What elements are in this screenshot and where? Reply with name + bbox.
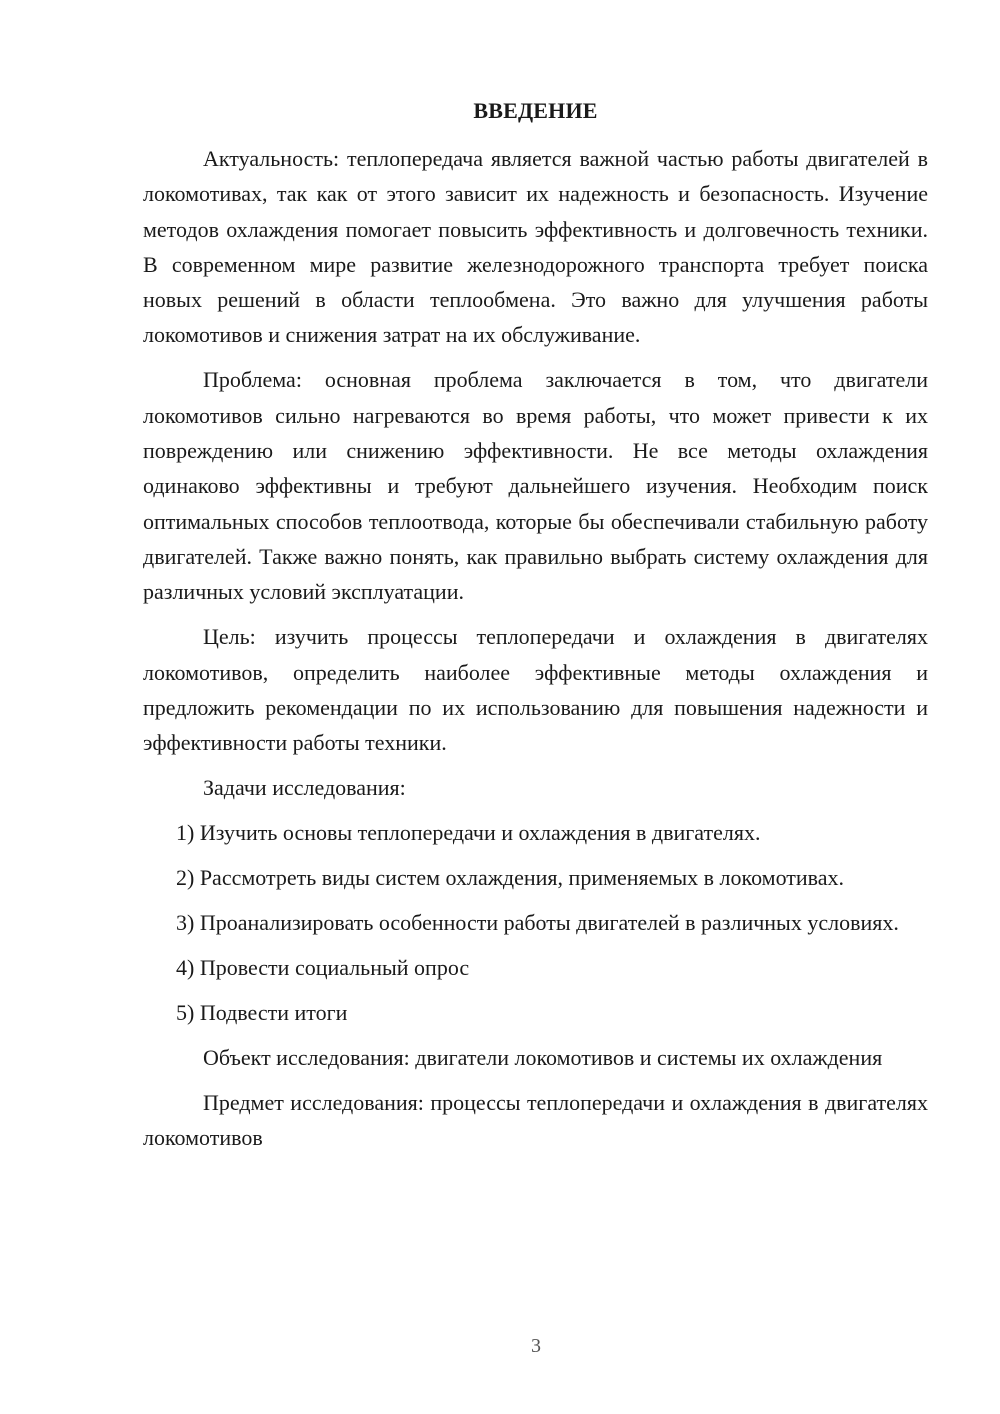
task-item-2: 2) Рассмотреть виды систем охлаждения, применяемых в локомотивах. [176,865,845,891]
task-item-4: 4) Провести социальный опрос [176,955,470,981]
tasks-heading: Задачи исследования: [203,775,406,801]
task-item-5: 5) Подвести итоги [176,1000,348,1026]
document-page [143,94,928,1165]
paragraph-relevance: Актуальность: теплопередача является важной частью работы двигателей в локомотивах, так как от этого зависит их надежность и безопасность. Изучение методов охлаждения помогает повысить эффективность и долговечность техники. В современном мире развитие железнодорожного транспорта требует поиска новых решений в области теплообмена. Это важно для улучшения работы локомотивов и снижения затрат на их обслуживание. [143,146,928,348]
paragraph-problem: Проблема: основная проблема заключается в том, что двигатели локомотивов сильно нагреваются во время работы, что может привести к их повреждению или снижению эффективности. Не все методы охлаждения одинаково эффективны и требуют дальнейшего изучения. Необходим поиск оптимальных способов теплоотвода, которые бы обеспечивали стабильную работу двигателей. Также важно понять, как правильно выбрать систему охлаждения для различных условий эксплуатации. [143,367,928,605]
paragraph-subject: Предмет исследования: процессы теплопередачи и охлаждения в двигателях локомотивов [143,1090,928,1151]
task-item-1: 1) Изучить основы теплопередачи и охлаждения в двигателях. [176,820,761,846]
task-item-3: 3) Проанализировать особенности работы двигателей в различных условиях. [176,910,899,936]
page-number: 3 [531,1335,541,1357]
paragraph-object: Объект исследования: двигатели локомотивов и системы их охлаждения [203,1045,883,1071]
paragraph-goal: Цель: изучить процессы теплопередачи и охлаждения в двигателях локомотивов, определить наиболее эффективные методы охлаждения и предложить рекомендации по их использованию для повышения надежности и эффективности работы техники. [143,624,928,756]
page-title: ВВЕДЕНИЕ [473,98,598,123]
